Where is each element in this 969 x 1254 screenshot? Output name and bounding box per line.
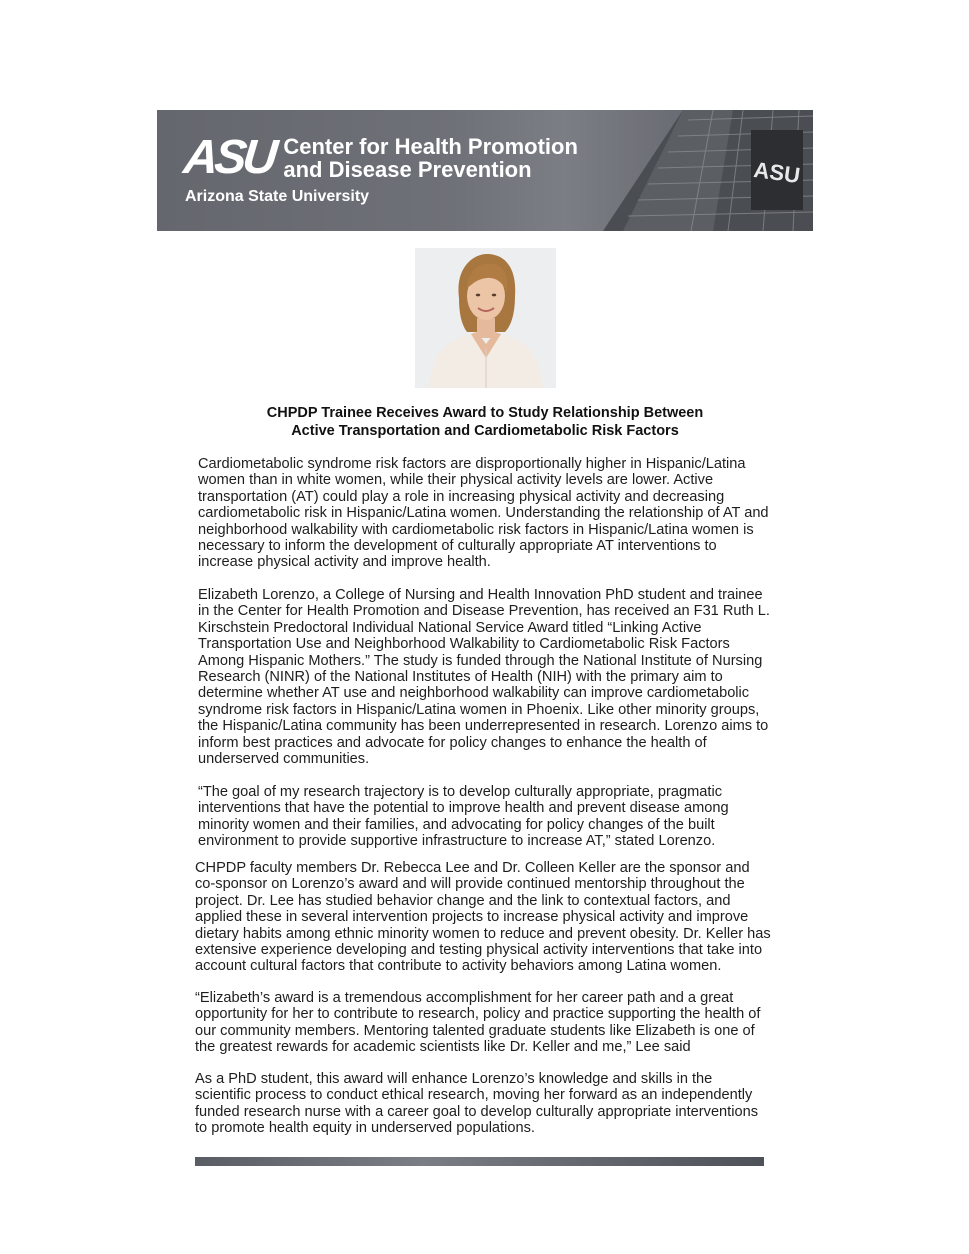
asu-logo: ASU — [181, 131, 277, 184]
paragraph-mentors: CHPDP faculty members Dr. Rebecca Lee and Dr. Colleen Keller are the sponsor and co-sponsor on Lorenzo’s award and will provide continued mentorship throughout the project. Dr. Lee has studied behavior change and the link to contextual factors, and applied these in several intervention projects to increase physical activity and improve dietary habits among ethnic minority women to reduce and prevent obesity. Dr. Keller has extensive experience developing and testing physical activity interventions that take into account cultural factors that contribute to activity behaviors among Latina women. — [195, 860, 771, 975]
portrait-photo — [415, 248, 556, 388]
paragraph-lee-quote: “Elizabeth’s award is a tremendous accomplishment for her career path and a great opportunity for her to contribute to research, policy and practice supporting the health of our community members. Mentoring talented graduate students like Elizabeth is one of the greatest rewards for academic scientists like Dr. Keller and me,” Lee said — [195, 990, 761, 1056]
center-name-line1: Center for Health Promotion — [283, 134, 578, 159]
university-name: Arizona State University — [185, 188, 370, 205]
footer-divider — [195, 1157, 764, 1166]
headline-line2: Active Transportation and Cardiometabolic Risk Factors — [291, 423, 679, 439]
paragraph-award: Elizabeth Lorenzo, a College of Nursing and Health Innovation PhD student and trainee in the Center for Health Promotion and Disease Prevention, has received an F31 Ruth L. Kirschstein Predoctoral Individual National Service Award titled “Linking Active Transportation Use and Neighborhood Walkability to Cardiometabolic Risk Factors Among Hispanic Mothers.” The study is funded through the National Institute of Nursing Research (NINR) of the National Institutes of Health (NIH) with the primary aim to determine whether AT use and neighborhood walkability can improve cardiometabolic syndrome risk factors in Hispanic/Latina women in Phoenix. Like other minority groups, the Hispanic/Latina community has been underrepresented in research. Lorenzo aims to inform best practices and advocate for policy changes to enhance the health of underserved communities. — [198, 587, 770, 768]
paragraph-conclusion: As a PhD student, this award will enhance Lorenzo’s knowledge and skills in the scientific process to conduct ethical research, moving her forward as an independently funded research nurse with a career goal to develop culturally appropriate interventions to promote health equity in underserved populations. — [195, 1071, 758, 1137]
center-name-line2: and Disease Prevention — [283, 157, 532, 182]
header-banner — [157, 110, 813, 231]
paragraph-lorenzo-quote: “The goal of my research trajectory is to develop culturally appropriate, pragmatic interventions that have the potential to improve health and prevent disease among minority women and their families, and advocating for policy changes of the built environment to provide supportive infrastructure to increase AT,” stated Lorenzo. — [198, 784, 729, 850]
paragraph-background: Cardiometabolic syndrome risk factors are disproportionally higher in Hispanic/Latina women than in white women, while their physical activity levels are lower. Active transportation (AT) could play a role in increasing physical activity and decreasing cardiometabolic risk in Hispanic/Latina women. Understanding the relationship of AT and neighborhood walkability with cardiometabolic risk factors in Hispanic/Latina women is necessary to inform the development of culturally appropriate AT interventions to increase physical activity and improve health. — [198, 456, 769, 571]
article-headline — [200, 404, 770, 440]
svg-text:ASU: ASU — [752, 156, 802, 189]
building-illustration — [563, 110, 813, 231]
center-name — [283, 135, 578, 181]
headline-line1: CHPDP Trainee Receives Award to Study Relationship Between — [266, 405, 704, 421]
